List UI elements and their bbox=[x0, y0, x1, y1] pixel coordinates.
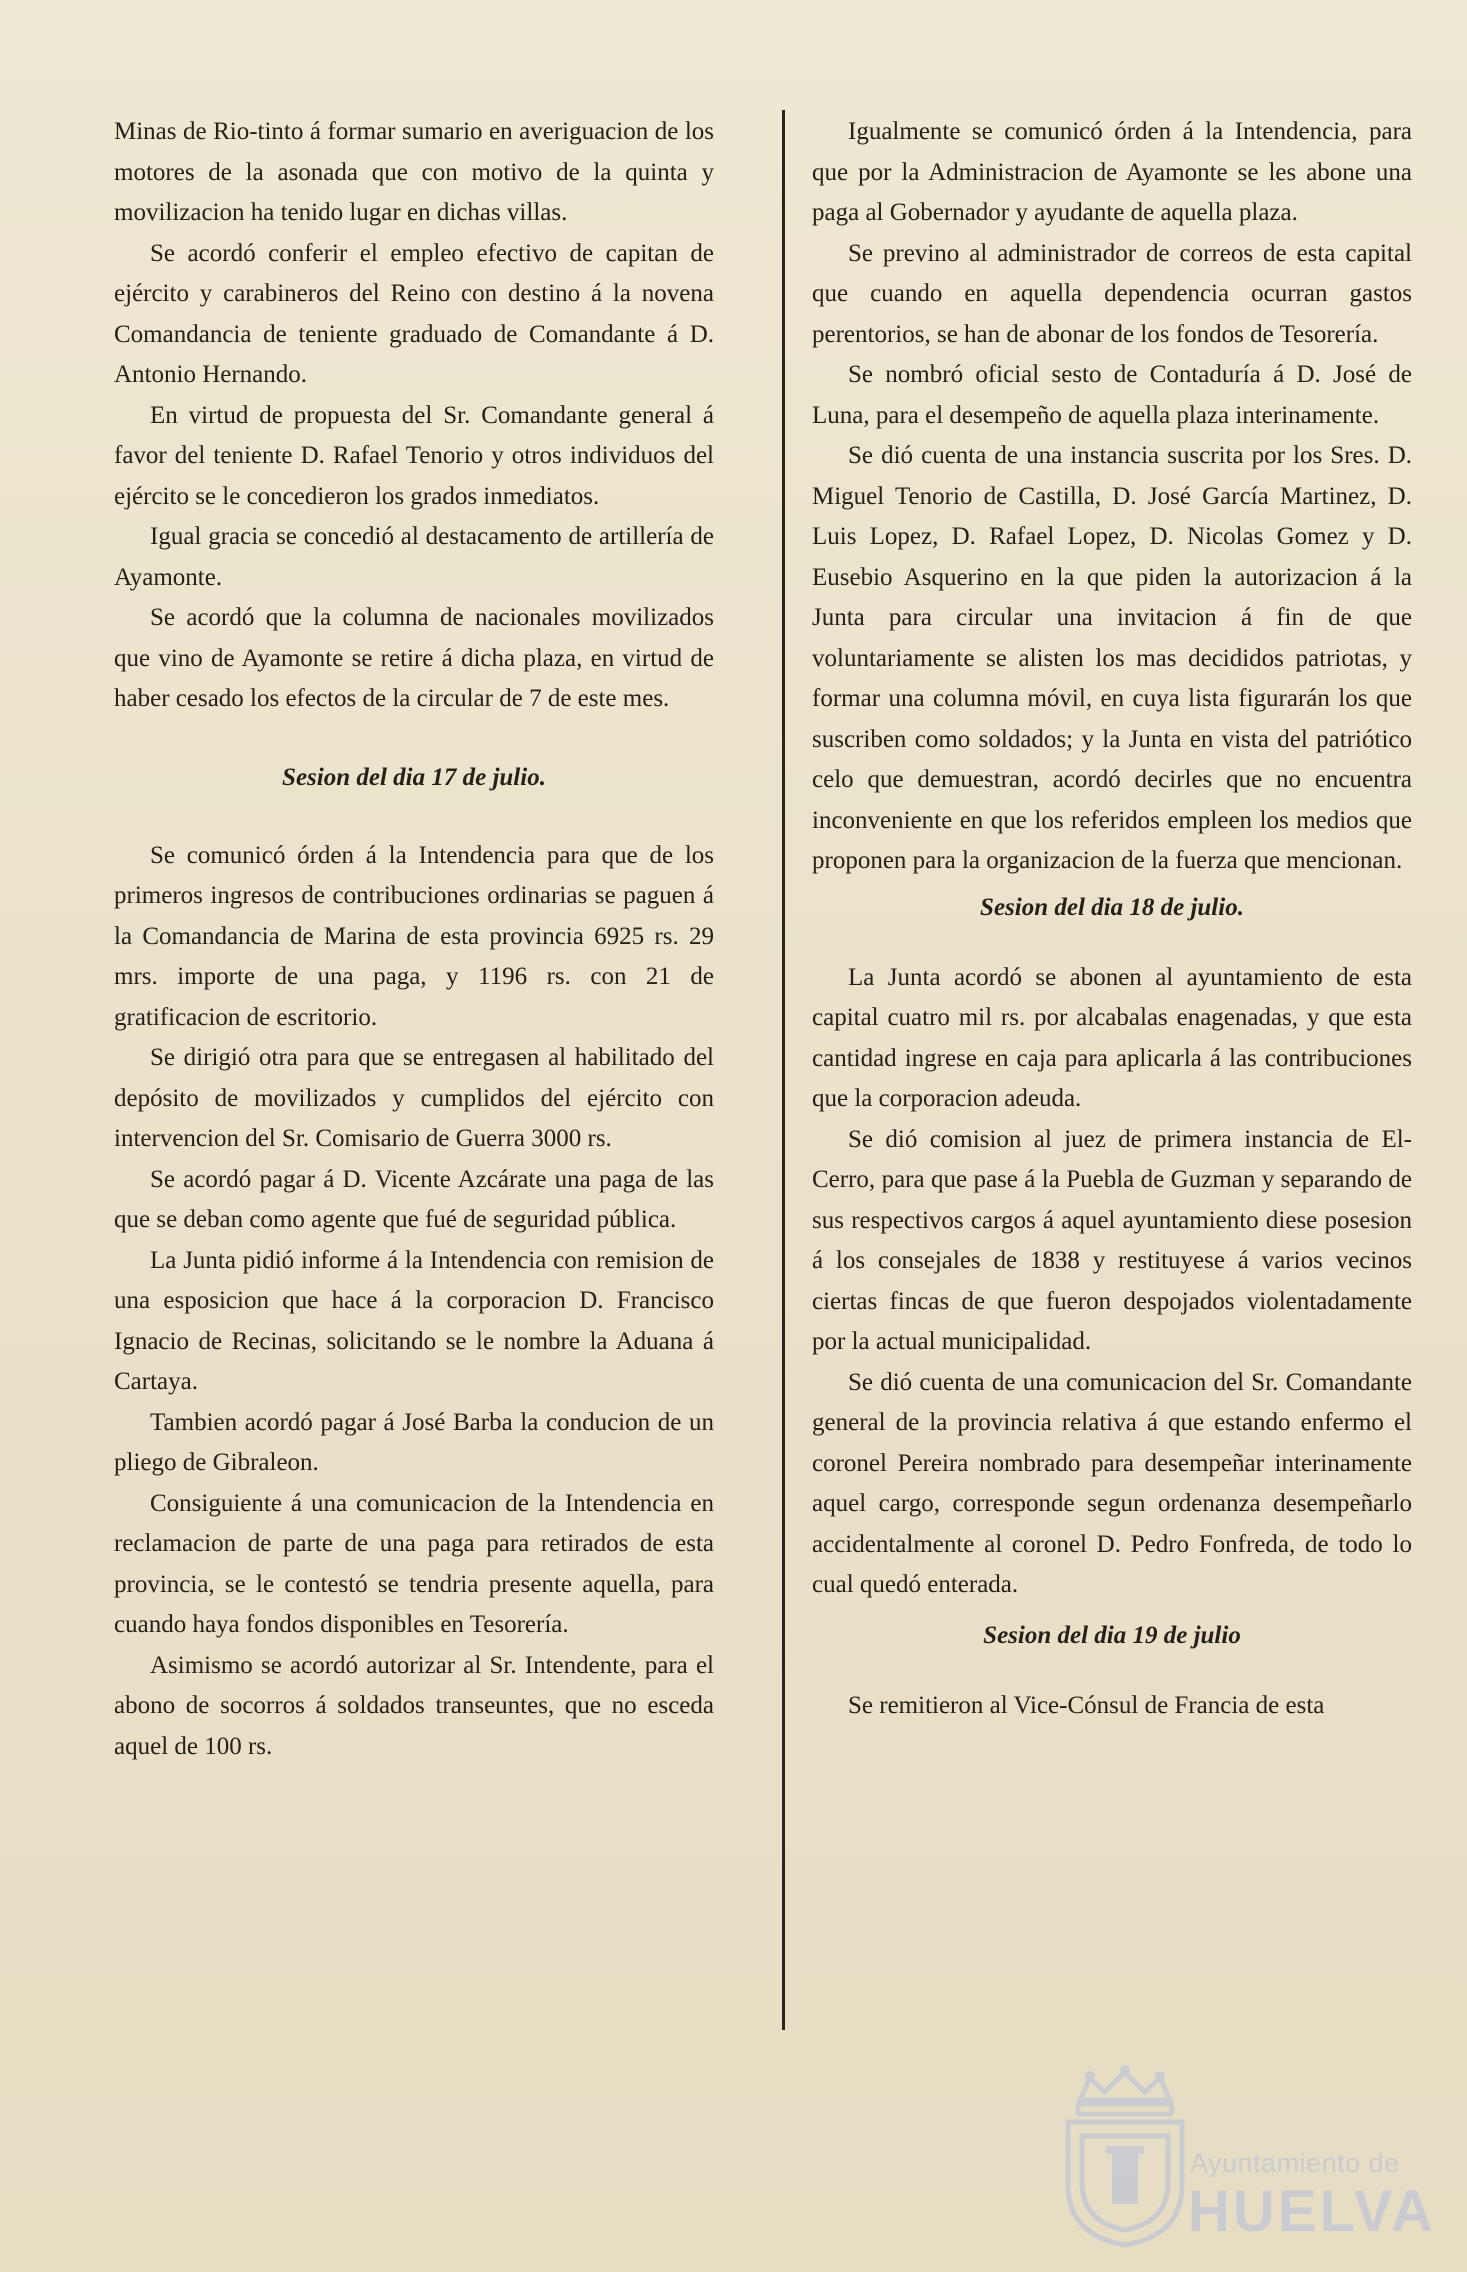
paragraph: Igualmente se comunicó órden á la Intendencia, para que por la Administracion de Ayamonte se les abone una paga al Gobernador y ayudante de aquella plaza. bbox=[812, 118, 1412, 226]
paragraph: La Junta pidió informe á la Intendencia con remision de una esposicion que hace á la corporacion D. Francisco Ignacio de Recinas, solicitando se le nombre la Aduana á Cartaya. bbox=[114, 1246, 714, 1395]
crest-icon bbox=[1050, 2060, 1200, 2250]
paragraph: En virtud de propuesta del Sr. Comandante general á favor del teniente D. Rafael Tenorio y otros individuos del ejército se le concedieron los grados inmediatos. bbox=[114, 401, 714, 510]
session-heading-17-julio: Sesion del dia 17 de julio. bbox=[282, 763, 546, 791]
paragraph: Asimismo se acordó autorizar al Sr. Intendente, para el abono de socorros á soldados transeuntes, que no esceda aquel de 100 rs. bbox=[114, 1651, 714, 1760]
watermark-line-2: HUELVA bbox=[1188, 2179, 1436, 2244]
right-column bbox=[812, 112, 1412, 1726]
paragraph: Se previno al administrador de correos de esta capital que cuando en aquella dependencia ocurran gastos perentorios, se han de abonar de los fondos de Tesorería. bbox=[812, 239, 1412, 348]
paragraph: Se acordó que la columna de nacionales movilizados que vino de Ayamonte se retire á dicha plaza, en virtud de haber cesado los efectos de la circular de 7 de este mes. bbox=[114, 604, 714, 712]
paragraph: Consiguiente á una comunicacion de la Intendencia en reclamacion de parte de una paga para retirados de esta provincia, se le contestó se tendria presente aquella, para cuando haya fondos disponibles en Tesorería. bbox=[114, 1489, 714, 1638]
ayuntamiento-huelva-watermark bbox=[1050, 2060, 1436, 2250]
column-divider bbox=[782, 110, 785, 2030]
paragraph: Se dirigió otra para que se entregasen al habilitado del depósito de movilizados y cumplidos del ejército con intervencion del Sr. Comisario de Guerra 3000 rs. bbox=[114, 1044, 714, 1152]
paragraph: Se acordó conferir el empleo efectivo de capitan de ejército y carabineros del Reino con destino á la novena Comandancia de teniente graduado de Comandante á D. Antonio Hernando. bbox=[114, 239, 714, 388]
paragraph: Se dió cuenta de una comunicacion del Sr. Comandante general de la provincia relativa á que estando enfermo el coronel Pereira nombrado para desempeñar interinamente aquel cargo, corresponde segun ordenanza desempeñarlo accidentalmente al coronel D. Pedro Fonfreda, de todo lo cual quedó enterada. bbox=[812, 1368, 1412, 1598]
paragraph: Minas de Rio-tinto á formar sumario en averiguacion de los motores de la asonada que con motivo de la quinta y movilizacion ha tenido lugar en dichas villas. bbox=[114, 118, 714, 226]
left-column bbox=[114, 112, 714, 1767]
session-heading-18-julio: Sesion del dia 18 de julio. bbox=[980, 893, 1244, 921]
paragraph: Se remitieron al Vice-Cónsul de Francia de esta bbox=[848, 1691, 1325, 1719]
session-heading-19-julio: Sesion del dia 19 de julio bbox=[983, 1621, 1241, 1649]
paragraph: La Junta acordó se abonen al ayuntamiento de esta capital cuatro mil rs. por alcabalas enagenadas, y que esta cantidad ingrese en caja para aplicarla á las contribuciones que la corporacion adeuda. bbox=[812, 963, 1412, 1112]
paragraph: Se nombró oficial sesto de Contaduría á D. José de Luna, para el desempeño de aquella plaza interinamente. bbox=[812, 361, 1412, 429]
paragraph: Igual gracia se concedió al destacamento de artillería de Ayamonte. bbox=[114, 523, 714, 591]
paragraph: Se dió comision al juez de primera instancia de El-Cerro, para que pase á la Puebla de Guzman y separando de sus respectivos cargos á aquel ayuntamiento diese posesion á los consejales de 1838 y restituyese á varios vecinos ciertas fincas de que fueron despojados violentadamente por la actual municipalidad. bbox=[812, 1125, 1412, 1355]
paragraph: Se dió cuenta de una instancia suscrita por los Sres. D. Miguel Tenorio de Castilla, D. José García Martinez, D. Luis Lopez, D. Rafael Lopez, D. Nicolas Gomez y D. Eusebio Asquerino en la que piden la autorizacion á la Junta para circular una invitacion á fin de que voluntariamente se alisten los mas decididos patriotas, y formar una columna móvil, en cuya lista figurarán los que suscriben como soldados; y la Junta en vista del patriótico celo que demuestran, acordó decirles que no encuentra inconveniente en que los referidos empleen los medios que proponen para la organizacion de la fuerza que mencionan. bbox=[812, 442, 1412, 874]
paragraph: Se acordó pagar á D. Vicente Azcárate una paga de las que se deban como agente que fué de seguridad pública. bbox=[114, 1165, 714, 1233]
watermark-line-1: Ayuntamiento de bbox=[1190, 2148, 1400, 2178]
paragraph: Tambien acordó pagar á José Barba la conducion de un pliego de Gibraleon. bbox=[114, 1408, 714, 1476]
paragraph: Se comunicó órden á la Intendencia para que de los primeros ingresos de contribuciones ordinarias se paguen á la Comandancia de Marina de esta provincia 6925 rs. 29 mrs. importe de una paga, y 1196 rs. con 21 de gratificacion de escritorio. bbox=[114, 841, 714, 1031]
